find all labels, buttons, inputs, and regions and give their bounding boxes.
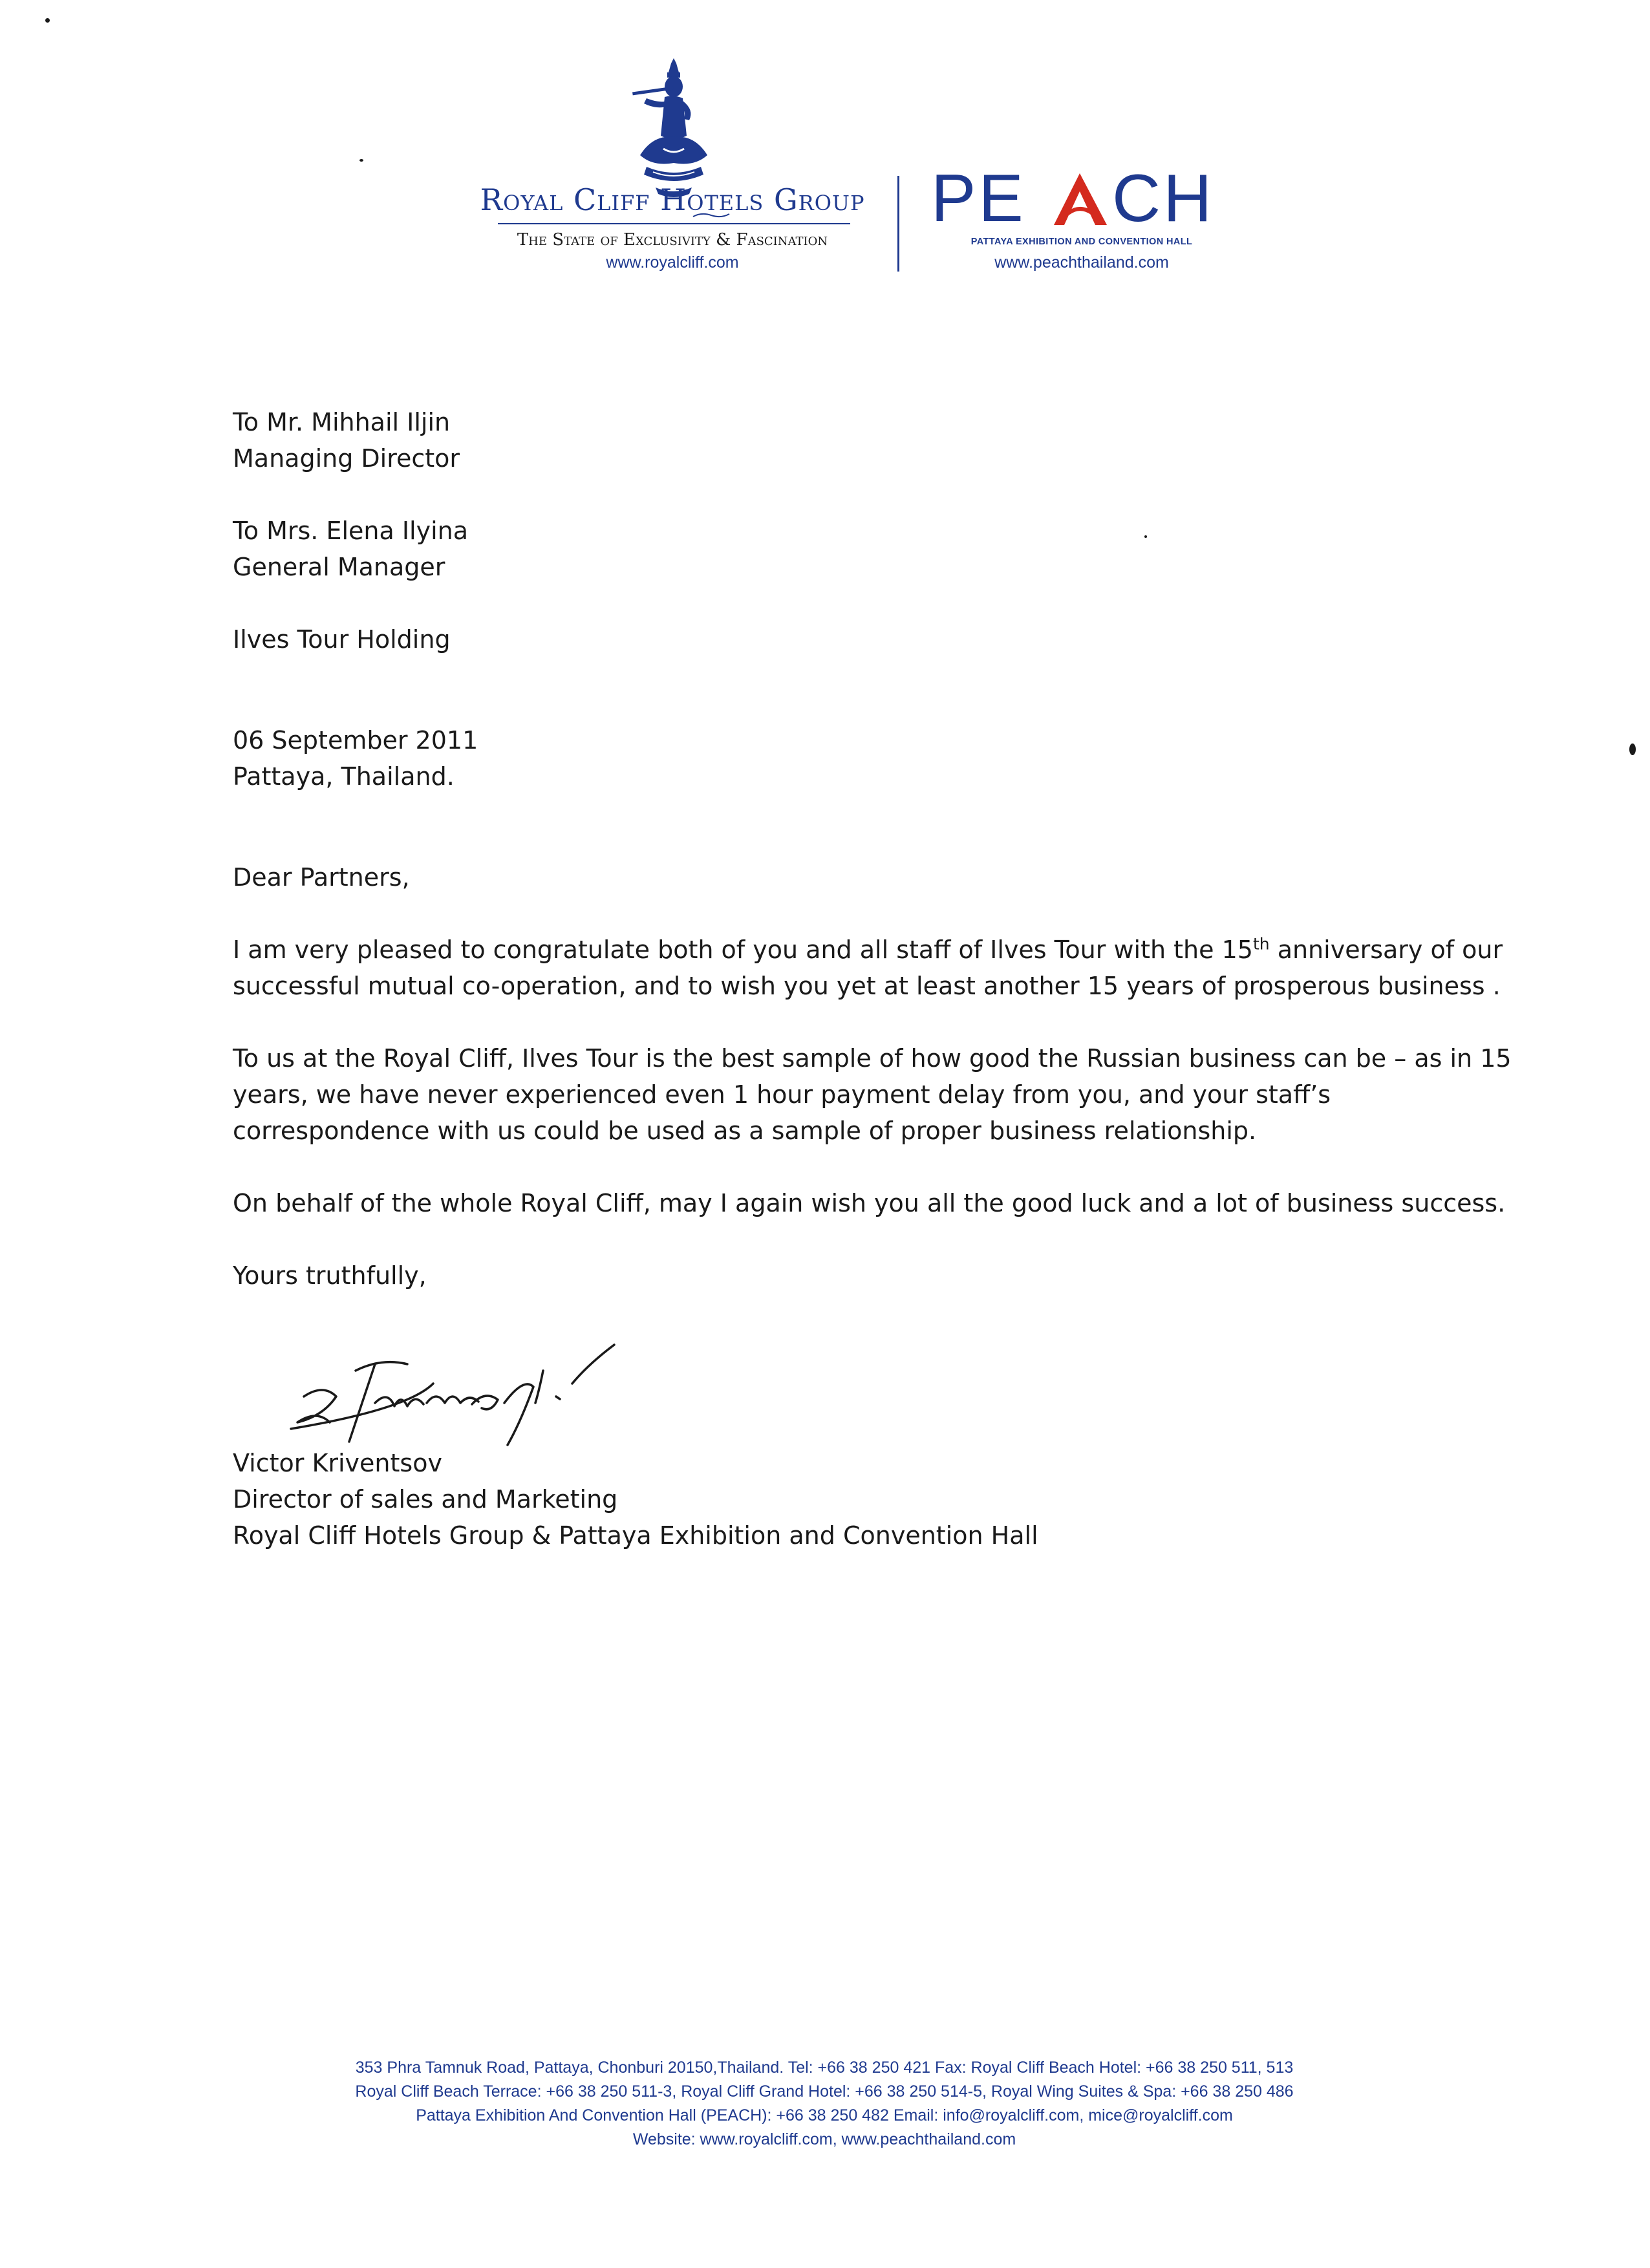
recipient-company: Ilves Tour Holding <box>233 625 451 654</box>
logo-divider <box>897 176 899 272</box>
signer-block <box>233 1445 1461 1554</box>
paragraph-2-line-2: years, we have never experienced even 1 hour payment delay from you, and your staff’s <box>233 1080 1331 1109</box>
paragraph-2-line-1: To us at the Royal Cliff, Ilves Tour is the best sample of how good the Russian business can be – as in 15 <box>233 1044 1512 1073</box>
svg-text:CH: CH <box>1112 166 1215 230</box>
royal-cliff-tagline: The State of Exclusivity & Fascination <box>517 230 828 250</box>
signer-organization: Royal Cliff Hotels Group & Pattaya Exhibition and Convention Hall <box>233 1521 1038 1550</box>
recipient-2-title: General Manager <box>233 553 445 581</box>
footer-address: 353 Phra Tamnuk Road, Pattaya, Chonburi 20150,Thailand. Tel: +66 38 250 421 Fax: Royal Cliff Beach Hotel: +66 38 250 511, 513 <box>355 2059 1294 2077</box>
peach-logo <box>925 166 1248 282</box>
letter-place: Pattaya, Thailand. <box>233 762 455 791</box>
scan-speck <box>359 159 363 162</box>
scan-speck <box>45 18 50 23</box>
signer-title: Director of sales and Marketing <box>233 1485 618 1514</box>
signer-name: Victor Kriventsov <box>233 1449 442 1477</box>
recipient-block-1 <box>233 404 1494 476</box>
peach-url[interactable]: www.peachthailand.com <box>994 253 1169 272</box>
date-block <box>233 722 1494 795</box>
footer-contact <box>194 2056 1455 2152</box>
paragraph-1 <box>233 932 1503 1004</box>
paragraph-3: On behalf of the whole Royal Cliff, may I again wish you all the good luck and a lot of business success. <box>233 1189 1506 1217</box>
footer-phones: Royal Cliff Beach Terrace: +66 38 250 511-3, Royal Cliff Grand Hotel: +66 38 250 514-5, Royal Wing Suites & Spa: +66 38 250 486 <box>355 2082 1294 2101</box>
royal-cliff-logo <box>478 39 866 284</box>
scan-speck <box>1629 744 1636 755</box>
recipient-1-title: Managing Director <box>233 444 460 473</box>
scan-speck <box>1144 535 1147 538</box>
paragraph-2 <box>233 1040 1512 1149</box>
footer-email: Pattaya Exhibition And Convention Hall (PEACH): +66 38 250 482 Email: info@royalcliff.com, mice@royalcliff.com <box>416 2106 1233 2124</box>
svg-text:PE: PE <box>931 166 1026 230</box>
letter-body <box>233 404 1512 1294</box>
logo-underline <box>498 223 850 224</box>
letter-date: 06 September 2011 <box>233 726 478 754</box>
swash-ornament-icon <box>692 212 731 219</box>
royal-cliff-brand-name: Royal Cliff Hotels Group <box>480 182 865 217</box>
paragraph-2-line-3: correspondence with us could be used as a sample of proper business relationship. <box>233 1117 1257 1145</box>
recipient-1-name: To Mr. Mihhail Iljin <box>233 408 451 436</box>
paragraph-1-line-1 <box>233 932 1503 968</box>
footer-website: Website: www.royalcliff.com, www.peachthailand.com <box>632 2130 1016 2148</box>
paragraph-1-line-1-text: I am very pleased to congratulate both of you and all staff of Ilves Tour with the 15 <box>233 936 1253 964</box>
peach-subtitle: PATTAYA EXHIBITION AND CONVENTION HALL <box>970 237 1193 247</box>
closing: Yours truthfully, <box>233 1261 427 1290</box>
recipient-block-2 <box>233 513 1494 585</box>
salutation: Dear Partners, <box>233 863 410 892</box>
ordinal-suffix: th <box>1252 934 1270 954</box>
handwritten-signature <box>278 1332 718 1461</box>
paragraph-1-line-1-rest: anniversary of our <box>1269 936 1503 964</box>
paragraph-1-line-2: successful mutual co-operation, and to wish you yet at least another 15 years of prosperous business . <box>233 972 1501 1000</box>
recipient-2-name: To Mrs. Elena Ilyina <box>233 517 469 545</box>
royal-cliff-url[interactable]: www.royalcliff.com <box>606 253 739 272</box>
peach-wordmark-icon <box>925 166 1248 230</box>
